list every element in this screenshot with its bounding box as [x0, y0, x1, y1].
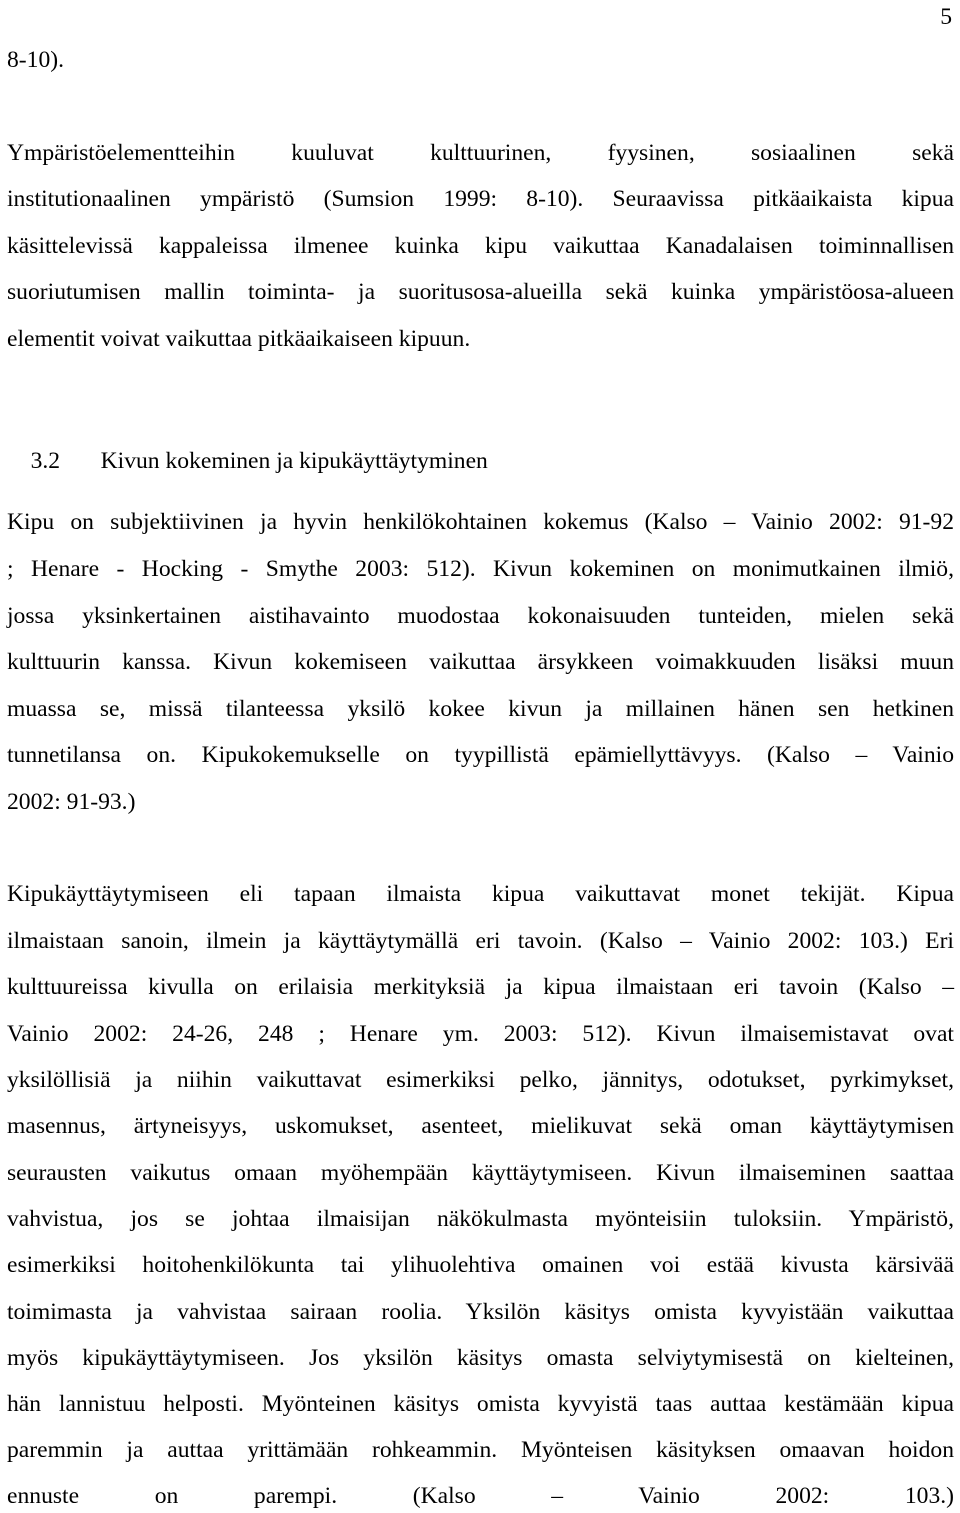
paragraph-line: kulttuurin kanssa. Kivun kokemiseen vaikuttaa ärsykkeen voimakkuuden lisäksi muun: [7, 649, 954, 675]
paragraph-line: masennus, ärtyneisyys, uskomukset, asenteet, mielikuvat sekä oman käyttäytymisen: [7, 1113, 954, 1139]
paragraph-line: jossa yksinkertainen aistihavainto muodostaa kokonaisuuden tunteiden, mielen sekä: [7, 603, 954, 629]
paragraph-line: seurausten vaikutus omaan myöhempään käyttäytymiseen. Kivun ilmaiseminen saattaa: [7, 1160, 954, 1186]
section-title: Kivun kokeminen ja kipukäyttäytyminen: [100, 448, 488, 474]
paragraph-line: Kipukäyttäytymiseen eli tapaan ilmaista kipua vaikuttavat monet tekijät. Kipua: [7, 881, 954, 907]
paragraph-line: Vainio 2002: 24-26, 248 ; Henare ym. 2003: 512). Kivun ilmaisemistavat ovat: [7, 1021, 954, 1047]
paragraph-line: ; Henare - Hocking - Smythe 2003: 512). Kivun kokeminen on monimutkainen ilmiö,: [7, 556, 954, 582]
paragraph-line: suoriutumisen mallin toiminta- ja suoritusosa-alueilla sekä kuinka ympäristöosa-alueen: [7, 279, 954, 305]
paragraph-line: muassa se, missä tilanteessa yksilö kokee kivun ja millainen hänen sen hetkinen: [7, 696, 954, 722]
section-heading: [7, 416, 954, 474]
paragraph-line: hän lannistuu helposti. Myönteinen käsitys omista kyvyistä taas auttaa kestämään kipua: [7, 1391, 954, 1417]
paragraph-line: vahvistua, jos se johtaa ilmaisijan näkökulmasta myönteisiin tuloksiin. Ympäristö,: [7, 1206, 954, 1232]
paragraph-line: ennuste on parempi. (Kalso – Vainio 2002: 103.): [7, 1483, 954, 1509]
paragraph-line: yksilöllisiä ja niihin vaikuttavat esimerkiksi pelko, jännitys, odotukset, pyrkimykset,: [7, 1067, 954, 1093]
paragraph-line: 2002: 91-93.): [7, 789, 136, 815]
paragraph-line: kulttuureissa kivulla on erilaisia merkityksiä ja kipua ilmaistaan eri tavoin (Kalso –: [7, 974, 954, 1000]
paragraph-line: tunnetilansa on. Kipukokemukselle on tyypillistä epämiellyttävyys. (Kalso – Vainio: [7, 742, 954, 768]
paragraph-line: ilmaistaan sanoin, ilmein ja käyttäytymällä eri tavoin. (Kalso – Vainio 2002: 103.) Eri: [7, 928, 954, 954]
intro-line: 8-10).: [7, 47, 65, 73]
paragraph-line: Ympäristöelementteihin kuuluvat kulttuurinen, fyysinen, sosiaalinen sekä: [7, 140, 954, 166]
paragraph-line: institutionaalinen ympäristö (Sumsion 1999: 8-10). Seuraavissa pitkäaikaista kipua: [7, 186, 954, 212]
page-number: 5: [940, 4, 952, 30]
paragraph-line: esimerkiksi hoitohenkilökunta tai ylihuolehtiva omainen voi estää kivusta kärsivää: [7, 1252, 954, 1278]
paragraph-line: elementit voivat vaikuttaa pitkäaikaiseen kipuun.: [7, 326, 471, 352]
paragraph-line: käsittelevissä kappaleissa ilmenee kuinka kipu vaikuttaa Kanadalaisen toiminnallisen: [7, 233, 954, 259]
paragraph-line: myös kipukäyttäytymiseen. Jos yksilön käsitys omasta selviytymisestä on kielteinen,: [7, 1345, 954, 1371]
paragraph-line: paremmin ja auttaa yrittämään rohkeammin. Myönteisen käsityksen omaavan hoidon: [7, 1437, 954, 1463]
paragraph-line: toimimasta ja vahvistaa sairaan roolia. Yksilön käsitys omista kyvyistään vaikuttaa: [7, 1299, 954, 1325]
section-number: 3.2: [30, 448, 61, 474]
paragraph-line: Kipu on subjektiivinen ja hyvin henkilökohtainen kokemus (Kalso – Vainio 2002: 91-92: [7, 509, 954, 535]
